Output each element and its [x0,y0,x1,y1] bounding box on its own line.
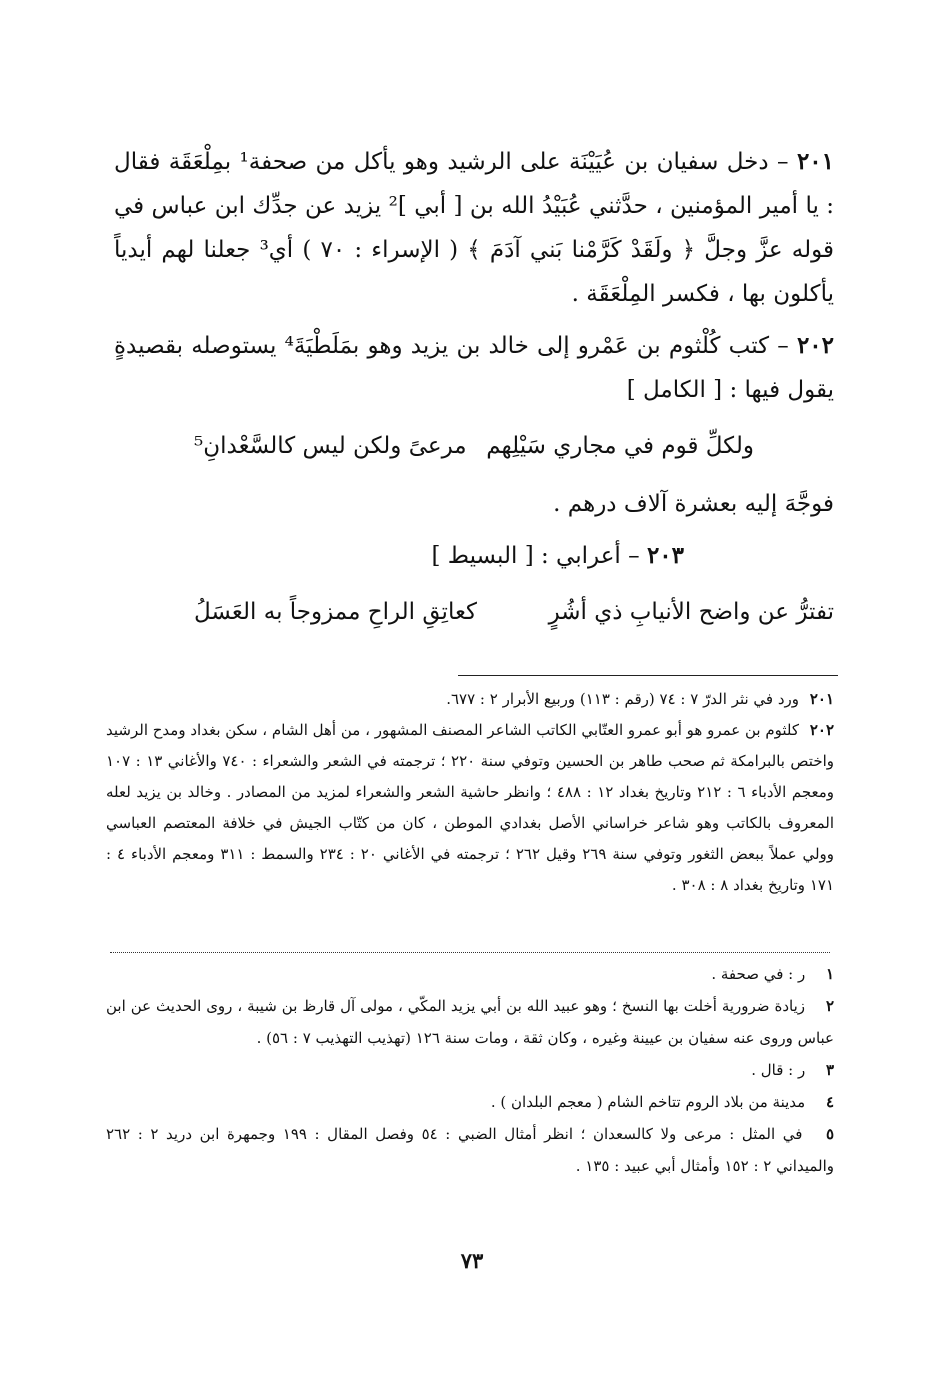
note-number: ٢٠٢ [809,721,834,739]
note-202 [106,715,834,901]
footnotes-divider [110,952,830,953]
footnote-number: ٢ [825,997,834,1015]
entry-text: – دخل سفيان بن عُيَيْنَة على الرشيد وهو يأكل من صحفة¹ بمِلْعَقَة فقال : يا أمير المؤمنين ، حدَّثني عُبَيْدُ الله بن [ أبي ]² يزيد عن جدِّك ابن عباس في قوله عزَّ وجلَّ ﴿ ولَقَدْ كَرَّمْنا بَني آدَمَ ﴾ ( الإسراء : ٧٠ ) أي³ جعلنا لهم أيدياً يأكلون بها ، فكسر المِلْعَقَة . [114,149,835,307]
footnote-text: ر : في صحفة . [711,965,806,983]
footnote-number: ٤ [825,1093,834,1111]
verse-line [194,588,834,636]
note-text: كلثوم بن عمرو هو أبو عمرو العتّابي الكاتب الشاعر المصنف المشهور ، من أهل الشام ، سكن بغداد ومدح الرشيد واختص بالبرامكة ثم صحب طاهر بن الحسين وتوفي سنة ٢٢٠ ؛ ترجمته في الشعر والشعراء : ٧٤٠ والأغاني ١٣ : ١٠٧ ومعجم الأدباء ٦ : ٢١٢ وتاريخ بغداد ١٢ : ٤٨٨ ؛ وانظر حاشية الشعر والشعراء لمزيد من المصادر . وخالد بن يزيد لعله المعروف بالكاتب وهو شاعر خراساني الأصل بغدادي الموطن ، كان من كتّاب الجيش في خلافة المعتصم العباسي وولي عملاً ببعض الثغور وتوفي سنة ٢٦٩ وقيل ٢٦٢ ؛ ترجمته في الأغاني ٢٠ : ٢٣٤ والسمط : ٣١١ ومعجم الأدباء ٤ : ١٧١ وتاريخ بغداد ٨ : ٣٠٨ . [106,721,835,894]
note-201 [106,684,834,715]
entry-203-paragraph [114,534,684,578]
note-text: ورد في نثر الدرّ ٧ : ٧٤ (رقم : ١١٣) وربيع الأبرار ٢ : ٦٧٧. [446,690,800,708]
footnote-3 [106,1054,834,1086]
footnote-5 [106,1118,834,1182]
page-number: ٧٣ [460,1248,484,1273]
footnote-text: زيادة ضرورية أخلت بها النسخ ؛ وهو عبيد الله بن أبي يزيد المكّي ، مولى آل قارظ بن شيبة ، روى الحديث عن ابن عباس وروى عنه سفيان بن عيينة وغيره ، وكان ثقة ، ومات سنة ١٢٦ (تهذيب التهذيب ٧ : ٥٦) . [106,997,834,1047]
footnote-number: ١ [825,965,834,983]
entry-number: ٢٠٢ [796,332,835,359]
footnote-number: ٣ [825,1061,834,1079]
verse-second-hemistich: مرعىً ولكن ليس كالسَّعْدانِ⁵ [194,433,467,459]
verse-first-hemistich: تفترُّ عن واضح الأنيابِ ذي أشُرٍ [548,599,834,625]
footnote-text: في المثل : مرعى ولا كالسعدان ؛ انظر أمثال الضبي : ٥٤ وفصل المقال : ١٩٩ وجمهرة ابن دريد ٢ : ٢٦٢ والميداني ٢ : ١٥٢ وأمثال أبي عبيد : ١٣٥ . [106,1125,834,1175]
entry-203 [114,534,834,636]
entry-number: ٢٠١ [796,148,835,175]
footnotes [106,958,834,1182]
entry-202-conclusion: فوجَّهَ إليه بعشرة آلاف درهم . [553,491,834,517]
entry-text: – كتب كُلْثوم بن عَمْرو إلى خالد بن يزيد وهو بمَلَطْيَةَ⁴ يستوصله بقصيدةٍ يقول فيها : [114,333,834,403]
verse-second-hemistich: كعاتِقِ الراحِ ممزوجاً به العَسَلُ [194,599,478,625]
poetic-meter: [ البسيط ] [431,543,534,569]
entry-number: ٢٠٣ [646,542,684,569]
verse-line [194,422,754,470]
entry-text: – أعرابي : [540,543,640,569]
poetic-meter: [ الكامل ] [626,377,723,403]
entry-201-paragraph [114,140,834,316]
footnote-1 [106,958,834,990]
footnote-text: مدينة من بلاد الروم تتاخم الشام ( معجم البلدان ) . [490,1093,806,1111]
footnote-text: ر : قال . [751,1061,806,1079]
footnote-number: ٥ [825,1125,834,1143]
notes-divider [458,675,838,676]
footnote-2 [106,990,834,1054]
entry-201 [114,140,834,316]
entry-202 [114,324,834,526]
main-text [114,140,834,648]
entry-202-paragraph [114,324,834,412]
footnote-4 [106,1086,834,1118]
note-number: ٢٠١ [809,690,834,708]
editorial-notes [106,684,834,901]
verse-first-hemistich: ولكلِّ قوم في مجاري سَيْلِهم [486,433,754,459]
